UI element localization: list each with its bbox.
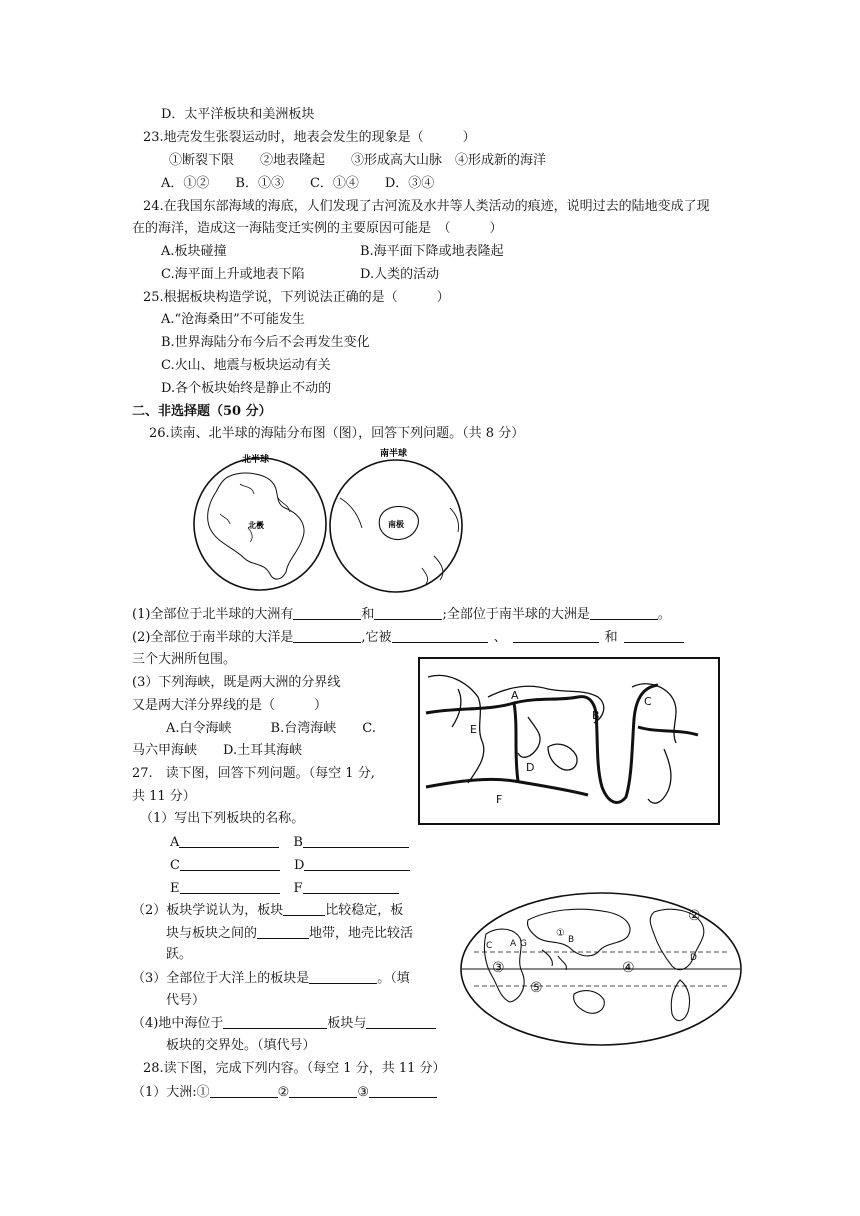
q28-p1-text: （1）大洲:① xyxy=(132,1085,210,1100)
q28-num-3: ③ xyxy=(357,1085,369,1100)
q26-p2-text-d: 和 xyxy=(604,630,618,645)
world-label-3: ③ xyxy=(492,960,505,976)
plate-label-d: D xyxy=(526,761,535,774)
world-label-1: ① xyxy=(556,928,565,939)
q27-blank-a[interactable] xyxy=(179,833,279,848)
q24-stem-line1: 24.在我国东部海域的海底，人们发现了古河流及水井等人类活动的痕迹，说明过去的陆地变成了现 xyxy=(143,199,710,214)
q26-part2-tail: 三个大洲所包围。 xyxy=(132,652,237,667)
q26-p2-text-c: 、 xyxy=(493,630,507,645)
q27-p2-text-c: 块与板块之间的 xyxy=(166,926,258,941)
q25-stem: 25.根据板块构造学说，下列说法正确的是（ ） xyxy=(143,290,450,305)
q26-p2-text-a: (2)全部位于南半球的大洋是 xyxy=(132,630,294,645)
plate-label-e: E xyxy=(470,723,477,736)
plate-boundary-map xyxy=(418,657,720,825)
q27-part2-line2 xyxy=(166,924,413,943)
q28-stem: 28.读下图，完成下列内容。（每空 1 分，共 11 分） xyxy=(143,1061,446,1076)
q27-part4-line2: 板块的交界处。（填代号） xyxy=(166,1038,316,1053)
q27-label-a: A xyxy=(170,835,180,850)
q25-option-b: B.世界海陆分布今后不会再发生变化 xyxy=(161,335,370,350)
q27-blank-h[interactable] xyxy=(257,924,309,939)
q26-blank-4[interactable] xyxy=(293,628,361,643)
q27-p2-text-d: 地带，地壳比较活 xyxy=(309,926,414,941)
north-hemisphere-map xyxy=(194,453,326,590)
q27-label-e: E xyxy=(170,881,180,896)
world-label-a: A xyxy=(510,939,517,949)
q24-option-a: A.板块碰撞 xyxy=(161,244,227,259)
q26-stem: 26.读南、北半球的海陆分布图（图），回答下列问题。（共 8 分） xyxy=(149,426,525,441)
q26-part3-options: A.白令海峡 B.台湾海峡 C. xyxy=(166,721,376,736)
q27-part3-line1 xyxy=(132,969,410,988)
q24-option-c: C.海平面上升或地表下陷 xyxy=(161,267,305,282)
q27-blank-e[interactable] xyxy=(180,879,280,894)
south-map-title: 南半球 xyxy=(380,449,408,459)
south-pole-label: 南极 xyxy=(388,520,404,529)
q27-blank-k[interactable] xyxy=(366,1014,436,1029)
q28-blank-3[interactable] xyxy=(369,1083,437,1098)
q27-blank-i[interactable] xyxy=(309,969,377,984)
world-label-b: B xyxy=(568,935,575,945)
plate-label-f: F xyxy=(496,793,503,806)
q23-stem: 23.地壳发生张裂运动时，地表会发生的现象是（ ） xyxy=(143,130,476,145)
q23-options: A．①② B．①③ C．①④ D．③④ xyxy=(161,176,435,191)
q26-part3-line1: (3）下列海峡，既是两大洲的分界线 xyxy=(132,675,341,690)
q27-blank-c[interactable] xyxy=(180,856,280,871)
q27-p4-text-a: （4)地中海位于 xyxy=(132,1016,224,1031)
q24-option-d: D.人类的活动 xyxy=(360,267,440,282)
q26-blank-1[interactable] xyxy=(293,605,361,620)
q27-label-d: D xyxy=(293,858,305,873)
q26-p1-text-c: ;全部位于南半球的大洲是 xyxy=(442,607,590,622)
q27-part4-line1 xyxy=(132,1014,436,1033)
q26-part3-line2: 又是两大洋分界线的是（ ） xyxy=(132,698,328,713)
q26-blank-6[interactable] xyxy=(513,628,599,643)
q27-label-b: B xyxy=(293,835,303,850)
world-label-g: G xyxy=(520,939,527,949)
q26-p2-text-b: ,它被 xyxy=(361,630,392,645)
world-label-4: ④ xyxy=(622,960,635,976)
q27-p2-text-a: （2）板块学说认为，板块 xyxy=(132,903,284,918)
q26-blank-3[interactable] xyxy=(590,605,658,620)
hemisphere-maps xyxy=(190,448,470,598)
q27-blank-f[interactable] xyxy=(303,879,399,894)
q22-option-d: D．太平洋板块和美洲板块 xyxy=(161,107,315,122)
q27-row-ef xyxy=(170,879,399,898)
q27-p2-text-b: 比较稳定，板 xyxy=(325,903,404,918)
q26-part1 xyxy=(132,605,671,624)
q27-p4-text-b: 板块与 xyxy=(327,1016,367,1031)
q26-p1-text-d: 。 xyxy=(657,607,671,622)
plate-label-b: B xyxy=(592,709,600,722)
q27-blank-j[interactable] xyxy=(223,1014,327,1029)
q27-stem-line1: 27. 读下图，回答下列问题。（每空 1 分, xyxy=(132,766,375,781)
q27-p3-text-a: （3）全部位于大洋上的板块是 xyxy=(132,971,310,986)
q24-option-b: B.海平面下降或地表隆起 xyxy=(360,244,504,259)
q26-p1-text-a: (1)全部位于北半球的大洲有 xyxy=(132,607,294,622)
q27-p3-text-b: 。（填 xyxy=(377,971,410,986)
q26-part2 xyxy=(132,628,684,647)
north-pole-label: 北极 xyxy=(248,521,264,530)
section-heading: 二、非选择题（50 分） xyxy=(132,404,272,419)
world-label-5: ⑤ xyxy=(530,980,543,996)
q27-row-cd xyxy=(170,856,410,875)
q27-row-ab xyxy=(170,833,409,852)
q23-items: ①断裂下限 ②地表隆起 ③形成高大山脉 ④形成新的海洋 xyxy=(169,153,547,168)
q28-blank-1[interactable] xyxy=(210,1083,278,1098)
q24-stem-line2: 在的海洋，造成这一海陆变迁实例的主要原因可能是 （ ） xyxy=(132,221,503,236)
q25-option-d: D.各个板块始终是静止不动的 xyxy=(161,381,332,396)
q27-part3-line2: 代号） xyxy=(166,993,206,1008)
q28-part1 xyxy=(132,1083,437,1102)
world-label-2: ② xyxy=(688,908,701,924)
q27-blank-b[interactable] xyxy=(303,833,409,848)
q27-part1: （1）写出下列板块的名称。 xyxy=(140,811,305,826)
plate-label-c: C xyxy=(644,695,652,708)
q28-num-2: ② xyxy=(277,1085,290,1100)
q25-option-c: C.火山、地震与板块运动有关 xyxy=(161,358,331,373)
q26-blank-5[interactable] xyxy=(392,628,488,643)
q27-label-f: F xyxy=(293,881,303,896)
q27-stem-line2: 共 11 分） xyxy=(132,789,196,804)
world-map xyxy=(458,890,744,1048)
q26-part3-options-cont: 马六甲海峡 D.土耳其海峡 xyxy=(132,743,303,758)
q27-part2-line1 xyxy=(132,901,403,920)
plate-label-a: A xyxy=(511,689,519,702)
world-label-d: D xyxy=(690,953,697,963)
q27-blank-d[interactable] xyxy=(304,856,410,871)
q27-label-c: C xyxy=(170,858,180,873)
q27-blank-g[interactable] xyxy=(283,901,325,916)
q25-option-a: A.“沧海桑田”不可能发生 xyxy=(161,312,305,327)
q28-blank-2[interactable] xyxy=(289,1083,357,1098)
world-label-c: C xyxy=(486,941,493,951)
north-map-title: 北半球 xyxy=(242,455,270,465)
south-hemisphere-map xyxy=(330,448,462,592)
q27-part2-line3: 跃。 xyxy=(166,947,193,962)
q26-blank-2[interactable] xyxy=(374,605,442,620)
q26-p1-text-b: 和 xyxy=(361,607,375,622)
q26-blank-7[interactable] xyxy=(624,628,684,643)
